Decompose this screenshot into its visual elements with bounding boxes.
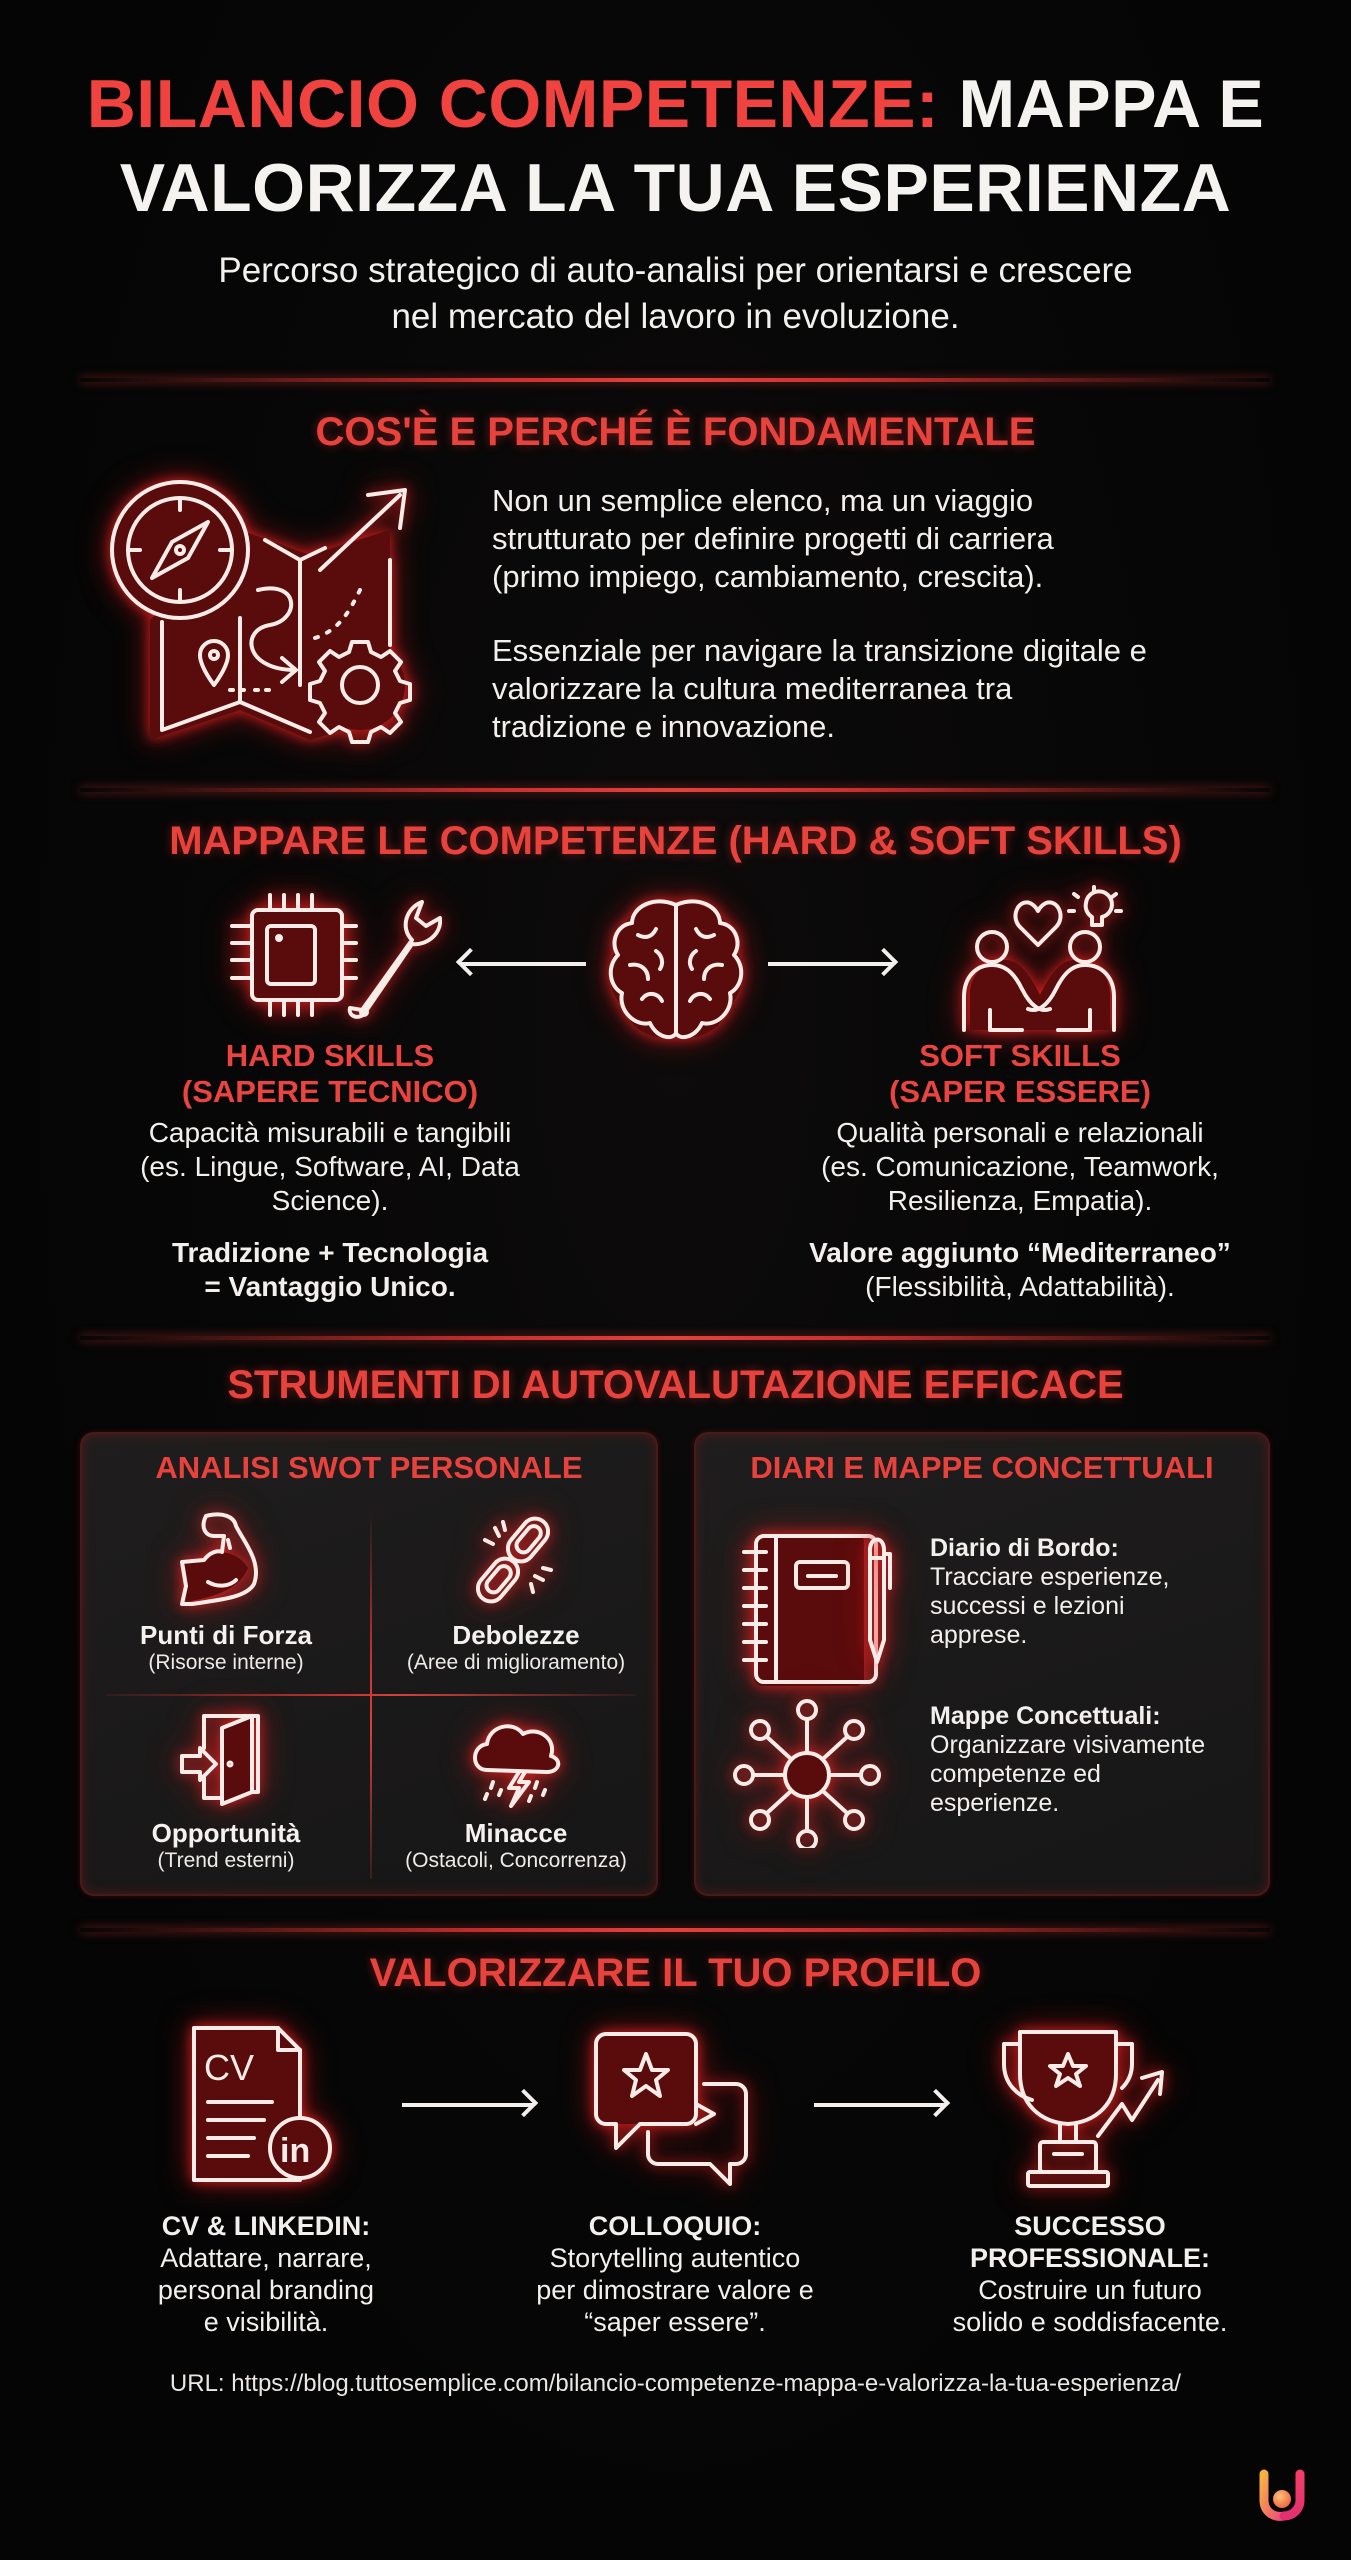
chip-wrench-icon [222, 888, 442, 1028]
trophy-growth-icon [998, 2024, 1174, 2190]
diary-title: Diario di Bordo: [930, 1534, 1119, 1562]
text-line: (es. Lingue, Software, AI, Data [140, 1151, 520, 1182]
section-title-tools: STRUMENTI DI AUTOVALUTAZIONE EFFICACE [227, 1363, 1124, 1407]
swot-weaknesses-sub: (Aree di miglioramento) [406, 1651, 626, 1674]
text-line: HARD SKILLS [225, 1038, 435, 1073]
text-line: Adattare, narrare, [160, 2243, 372, 2273]
mind-map-icon [732, 1698, 882, 1848]
step-title: COLLOQUIO: [588, 2211, 762, 2241]
text-line: e visibilità. [203, 2307, 329, 2337]
subtitle-line: Percorso strategico di auto-analisi per orientarsi e crescere [218, 251, 1133, 290]
swot-threats-title: Minacce [464, 1818, 568, 1848]
text-line: personal branding [157, 2275, 375, 2305]
text-line: Qualità personali e relazionali [836, 1117, 1204, 1148]
soft-skills-highlight [770, 1236, 1270, 1304]
arrow-right-icon [814, 2103, 946, 2107]
arrow-left-icon [460, 962, 586, 966]
text-line: (primo impiego, cambiamento, crescita). [492, 559, 1044, 594]
title-white-part-2: VALORIZZA LA TUA ESPERIENZA [119, 150, 1232, 226]
text-line: Tradizione + Tecnologia [171, 1237, 489, 1268]
text-line: Capacità misurabili e tangibili [148, 1117, 512, 1148]
what-paragraph-2 [492, 632, 1292, 746]
section-title-skills: MAPPARE LE COMPETENZE (HARD & SOFT SKILLS) [169, 819, 1182, 863]
text-line: Organizzare visivamente [930, 1731, 1206, 1759]
text-line: Non un semplice elenco, ma un viaggio [492, 483, 1034, 518]
section-title-what: COS'È E PERCHÉ È FONDAMENTALE [315, 410, 1036, 454]
text-line: competenze ed [930, 1760, 1101, 1788]
text-line: Resilienza, Empatia). [887, 1185, 1153, 1216]
chat-star-icon [590, 2028, 754, 2188]
arrow-right-icon [402, 2103, 534, 2107]
hard-skills-highlight [90, 1236, 570, 1304]
flexed-arm-icon [178, 1512, 268, 1608]
swot-opportunities-sub: (Trend esterni) [157, 1849, 295, 1872]
diaries-panel [694, 1432, 1270, 1896]
compass-map-gear-icon [100, 470, 430, 750]
step-title: CV & LINKEDIN: [161, 2211, 371, 2241]
text-line: Storytelling autentico [549, 2243, 801, 2273]
diary-description [930, 1534, 1260, 1650]
profile-step-success [900, 2210, 1280, 2338]
text-line: tradizione e innovazione. [492, 709, 835, 744]
swot-panel [80, 1432, 658, 1896]
text-line: “saper essere”. [584, 2307, 766, 2337]
storm-cloud-icon [465, 1710, 565, 1810]
people-heart-bulb-icon [950, 885, 1130, 1033]
text-line: (SAPERE TECNICO) [181, 1074, 479, 1109]
section-divider [80, 788, 1270, 792]
section-divider [80, 1336, 1270, 1340]
text-line: Essenziale per navigare la transizione digitale e [492, 633, 1147, 668]
swot-divider-horizontal [106, 1694, 636, 1696]
section-divider [80, 1928, 1270, 1932]
diaries-panel-title: DIARI E MAPPE CONCETTUALI [750, 1450, 1214, 1485]
text-line: strutturato per definire progetti di carriera [492, 521, 1054, 556]
page-title [0, 62, 1351, 230]
pen-icon [860, 1530, 894, 1672]
hard-skills-description [90, 1116, 570, 1218]
text-line: apprese. [930, 1621, 1028, 1649]
profile-step-interview [480, 2210, 870, 2338]
svg-text:in: in [280, 2132, 311, 2170]
hard-skills-label [130, 1038, 530, 1110]
text-line: valorizzare la cultura mediterranea tra [492, 671, 1013, 706]
what-paragraph-1 [492, 482, 1272, 596]
text-line: Tracciare esperienze, [930, 1563, 1170, 1591]
swot-weaknesses-title: Debolezze [452, 1620, 580, 1650]
text-line: (SAPER ESSERE) [889, 1074, 1151, 1109]
swot-strengths-sub: (Risorse interne) [148, 1651, 304, 1674]
text-line: esperienze. [930, 1789, 1060, 1817]
broken-chain-icon [465, 1510, 565, 1610]
profile-step-cv [96, 2210, 436, 2338]
title-red-part: BILANCIO COMPETENZE: [86, 66, 940, 142]
cv-linkedin-icon [188, 2024, 344, 2184]
text-line: successi e lezioni [930, 1592, 1125, 1620]
swot-strengths-title: Punti di Forza [140, 1620, 312, 1650]
swot-opportunities-title: Opportunità [151, 1818, 301, 1848]
soft-skills-description [770, 1116, 1270, 1218]
mind-map-title: Mappe Concettuali: [930, 1702, 1161, 1730]
tuttosemplice-logo-icon [1252, 2464, 1312, 2524]
page-subtitle [0, 248, 1351, 340]
mind-map-description [930, 1702, 1270, 1818]
soft-skills-label [830, 1038, 1210, 1110]
brain-icon [602, 895, 750, 1045]
text-line: Science). [271, 1185, 389, 1216]
text-line: (Flessibilità, Adattabilità). [865, 1271, 1175, 1302]
text-line: solido e soddisfacente. [952, 2307, 1228, 2337]
step-title: SUCCESSO [1014, 2211, 1166, 2241]
text-line: SOFT SKILLS [919, 1038, 1121, 1073]
arrow-right-icon [768, 962, 894, 966]
step-title: PROFESSIONALE: [969, 2243, 1211, 2273]
text-line: per dimostrare valore e [536, 2275, 814, 2305]
title-white-part-1: MAPPA E [939, 66, 1265, 142]
section-title-profile: VALORIZZARE IL TUO PROFILO [369, 1951, 982, 1995]
svg-text:CV: CV [204, 2047, 255, 2088]
text-line: Costruire un futuro [978, 2275, 1202, 2305]
swot-threats-sub: (Ostacoli, Concorrenza) [405, 1849, 627, 1872]
swot-panel-title: ANALISI SWOT PERSONALE [155, 1450, 583, 1485]
text-line: Valore aggiunto “Mediterraneo” [809, 1237, 1231, 1268]
text-line: = Vantaggio Unico. [204, 1271, 456, 1302]
source-url[interactable]: URL: https://blog.tuttosemplice.com/bilancio-competenze-mappa-e-valorizza-la-tua-esperienza/ [169, 2370, 1182, 2397]
section-divider [80, 378, 1270, 382]
subtitle-line: nel mercato del lavoro in evoluzione. [391, 297, 960, 336]
text-line: (es. Comunicazione, Teamwork, [821, 1151, 1219, 1182]
open-door-icon [178, 1708, 268, 1808]
